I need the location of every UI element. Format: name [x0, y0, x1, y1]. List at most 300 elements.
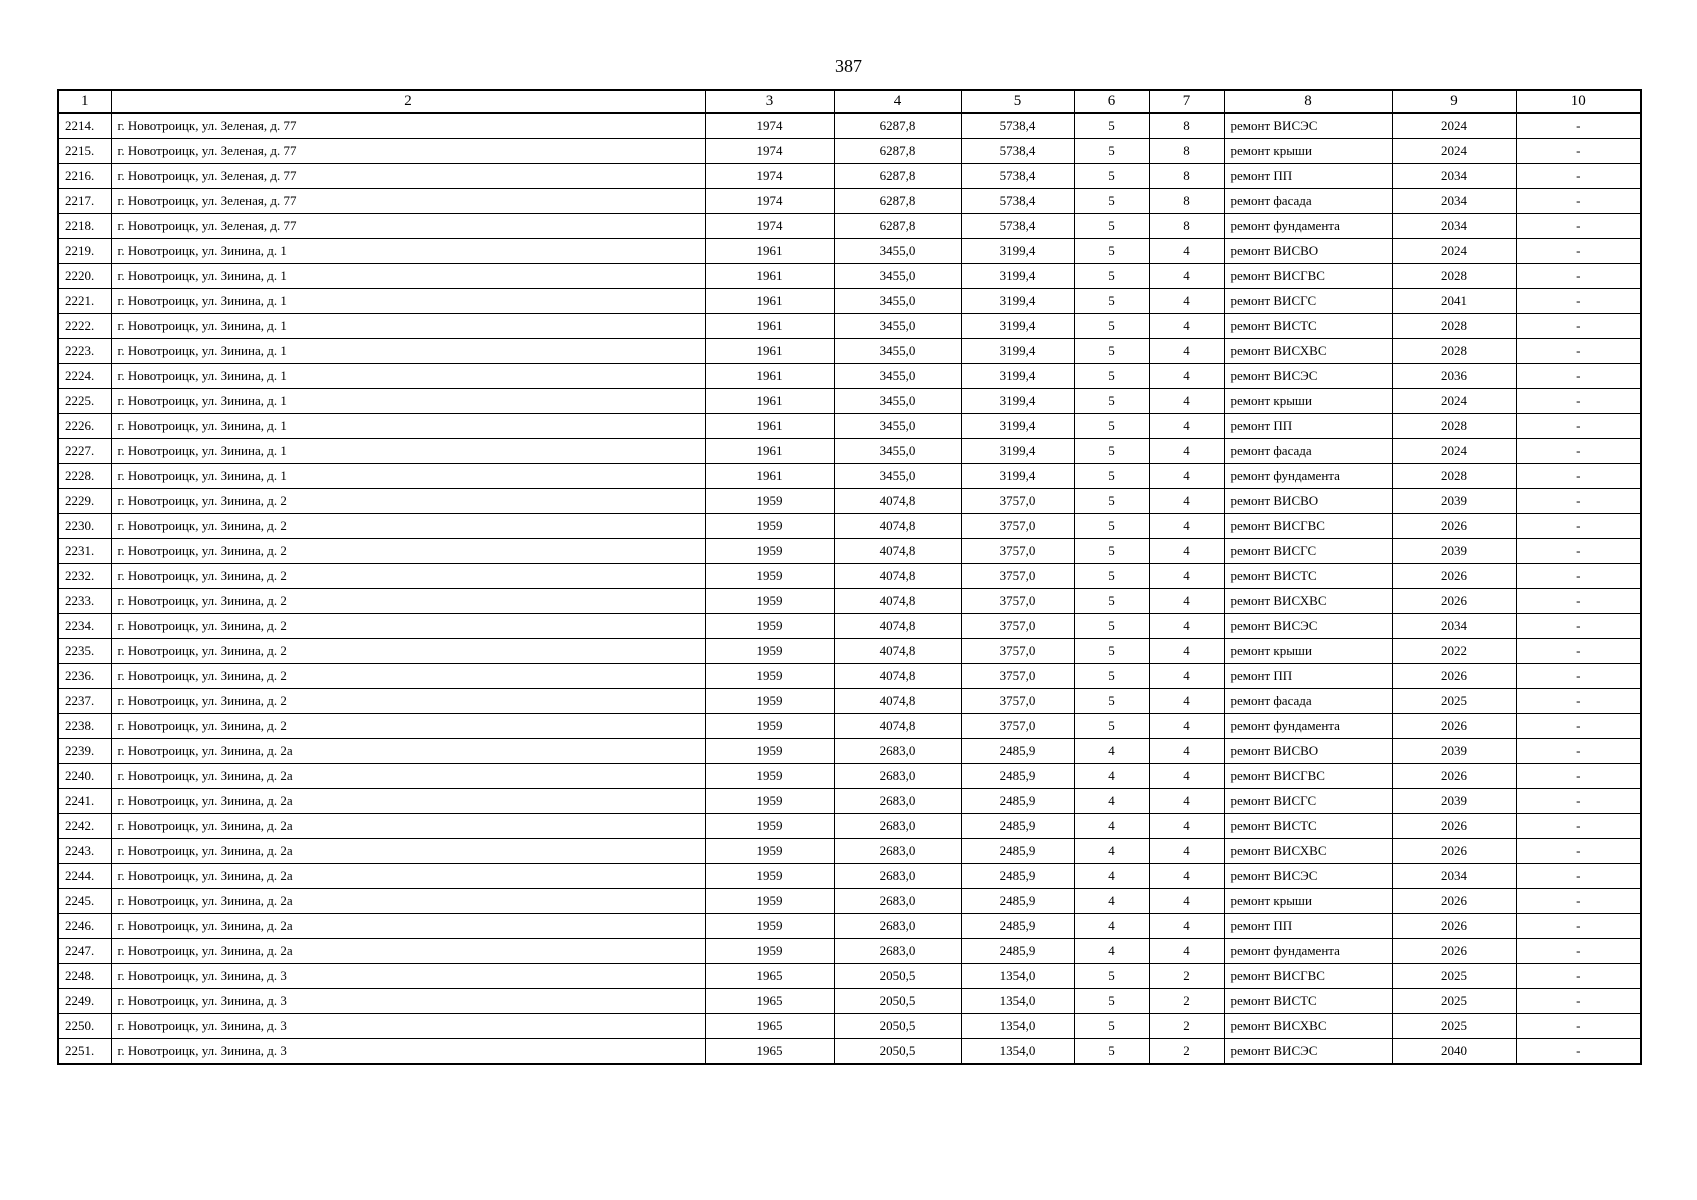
year-built-cell: 1959: [705, 589, 834, 614]
planned-year-cell: 2024: [1392, 239, 1516, 264]
entrances-cell: 4: [1149, 864, 1224, 889]
year-built-cell: 1965: [705, 1014, 834, 1039]
table-row: [58, 113, 1641, 139]
note-cell: -: [1516, 289, 1641, 314]
total-area-cell: 3455,0: [834, 264, 961, 289]
living-area-cell: 3199,4: [961, 464, 1074, 489]
total-area-cell: 6287,8: [834, 139, 961, 164]
living-area-cell: 3757,0: [961, 564, 1074, 589]
living-area-cell: 3199,4: [961, 264, 1074, 289]
entrances-cell: 4: [1149, 439, 1224, 464]
column-header: 6: [1074, 90, 1149, 113]
planned-year-cell: 2034: [1392, 164, 1516, 189]
table-row: [58, 689, 1641, 714]
entrances-cell: 4: [1149, 789, 1224, 814]
year-built-cell: 1961: [705, 414, 834, 439]
note-cell: -: [1516, 364, 1641, 389]
year-built-cell: 1961: [705, 339, 834, 364]
row-number-cell: 2239.: [58, 739, 111, 764]
table-row: [58, 789, 1641, 814]
living-area-cell: 3199,4: [961, 339, 1074, 364]
total-area-cell: 2683,0: [834, 739, 961, 764]
floors-cell: 4: [1074, 889, 1149, 914]
floors-cell: 5: [1074, 364, 1149, 389]
year-built-cell: 1959: [705, 839, 834, 864]
repair-type-cell: ремонт фасада: [1224, 689, 1392, 714]
living-area-cell: 3757,0: [961, 664, 1074, 689]
living-area-cell: 3199,4: [961, 314, 1074, 339]
row-number-cell: 2235.: [58, 639, 111, 664]
entrances-cell: 2: [1149, 1039, 1224, 1065]
floors-cell: 5: [1074, 489, 1149, 514]
address-cell: г. Новотроицк, ул. Зинина, д. 1: [111, 239, 705, 264]
planned-year-cell: 2024: [1392, 113, 1516, 139]
floors-cell: 5: [1074, 589, 1149, 614]
year-built-cell: 1965: [705, 964, 834, 989]
address-cell: г. Новотроицк, ул. Зинина, д. 3: [111, 989, 705, 1014]
table-row: [58, 289, 1641, 314]
planned-year-cell: 2025: [1392, 964, 1516, 989]
year-built-cell: 1961: [705, 364, 834, 389]
year-built-cell: 1965: [705, 1039, 834, 1065]
address-cell: г. Новотроицк, ул. Зинина, д. 3: [111, 964, 705, 989]
total-area-cell: 3455,0: [834, 464, 961, 489]
note-cell: -: [1516, 689, 1641, 714]
note-cell: -: [1516, 664, 1641, 689]
address-cell: г. Новотроицк, ул. Зинина, д. 2а: [111, 814, 705, 839]
entrances-cell: 4: [1149, 489, 1224, 514]
planned-year-cell: 2039: [1392, 739, 1516, 764]
table-row: [58, 364, 1641, 389]
planned-year-cell: 2034: [1392, 864, 1516, 889]
total-area-cell: 4074,8: [834, 639, 961, 664]
planned-year-cell: 2026: [1392, 514, 1516, 539]
year-built-cell: 1959: [705, 514, 834, 539]
repair-type-cell: ремонт ВИСЭС: [1224, 364, 1392, 389]
repair-type-cell: ремонт фундамента: [1224, 939, 1392, 964]
living-area-cell: 3199,4: [961, 239, 1074, 264]
row-number-cell: 2223.: [58, 339, 111, 364]
repair-type-cell: ремонт ВИСЭС: [1224, 864, 1392, 889]
entrances-cell: 4: [1149, 239, 1224, 264]
total-area-cell: 4074,8: [834, 514, 961, 539]
entrances-cell: 8: [1149, 164, 1224, 189]
total-area-cell: 2683,0: [834, 914, 961, 939]
floors-cell: 5: [1074, 113, 1149, 139]
note-cell: -: [1516, 389, 1641, 414]
planned-year-cell: 2034: [1392, 214, 1516, 239]
row-number-cell: 2224.: [58, 364, 111, 389]
row-number-cell: 2233.: [58, 589, 111, 614]
row-number-cell: 2232.: [58, 564, 111, 589]
table-row: [58, 214, 1641, 239]
year-built-cell: 1959: [705, 614, 834, 639]
repair-type-cell: ремонт ВИСВО: [1224, 489, 1392, 514]
address-cell: г. Новотроицк, ул. Зинина, д. 2а: [111, 764, 705, 789]
row-number-cell: 2244.: [58, 864, 111, 889]
total-area-cell: 2050,5: [834, 1014, 961, 1039]
planned-year-cell: 2028: [1392, 339, 1516, 364]
entrances-cell: 4: [1149, 364, 1224, 389]
entrances-cell: 4: [1149, 564, 1224, 589]
note-cell: -: [1516, 439, 1641, 464]
note-cell: -: [1516, 539, 1641, 564]
note-cell: -: [1516, 264, 1641, 289]
living-area-cell: 3199,4: [961, 414, 1074, 439]
entrances-cell: 8: [1149, 139, 1224, 164]
planned-year-cell: 2039: [1392, 789, 1516, 814]
planned-year-cell: 2026: [1392, 914, 1516, 939]
repair-type-cell: ремонт ВИСХВС: [1224, 1014, 1392, 1039]
planned-year-cell: 2022: [1392, 639, 1516, 664]
entrances-cell: 2: [1149, 964, 1224, 989]
address-cell: г. Новотроицк, ул. Зинина, д. 2а: [111, 739, 705, 764]
row-number-cell: 2226.: [58, 414, 111, 439]
table-row: [58, 489, 1641, 514]
table-row: [58, 389, 1641, 414]
year-built-cell: 1974: [705, 214, 834, 239]
table-row: [58, 514, 1641, 539]
living-area-cell: 3757,0: [961, 614, 1074, 639]
repair-type-cell: ремонт фасада: [1224, 439, 1392, 464]
total-area-cell: 2683,0: [834, 839, 961, 864]
note-cell: -: [1516, 939, 1641, 964]
address-cell: г. Новотроицк, ул. Зинина, д. 2: [111, 689, 705, 714]
address-cell: г. Новотроицк, ул. Зинина, д. 1: [111, 464, 705, 489]
table-row: [58, 964, 1641, 989]
entrances-cell: 4: [1149, 464, 1224, 489]
year-built-cell: 1965: [705, 989, 834, 1014]
address-cell: г. Новотроицк, ул. Зинина, д. 2а: [111, 839, 705, 864]
note-cell: -: [1516, 864, 1641, 889]
total-area-cell: 2050,5: [834, 989, 961, 1014]
floors-cell: 5: [1074, 514, 1149, 539]
table-row: [58, 714, 1641, 739]
repair-type-cell: ремонт ПП: [1224, 414, 1392, 439]
address-cell: г. Новотроицк, ул. Зинина, д. 1: [111, 264, 705, 289]
total-area-cell: 6287,8: [834, 113, 961, 139]
address-cell: г. Новотроицк, ул. Зинина, д. 1: [111, 314, 705, 339]
table-row: [58, 339, 1641, 364]
repair-type-cell: ремонт ВИСЭС: [1224, 113, 1392, 139]
table-row: [58, 989, 1641, 1014]
floors-cell: 4: [1074, 864, 1149, 889]
total-area-cell: 2683,0: [834, 939, 961, 964]
total-area-cell: 2683,0: [834, 889, 961, 914]
total-area-cell: 4074,8: [834, 714, 961, 739]
table-row: [58, 189, 1641, 214]
address-cell: г. Новотроицк, ул. Зинина, д. 2: [111, 714, 705, 739]
row-number-cell: 2231.: [58, 539, 111, 564]
entrances-cell: 4: [1149, 414, 1224, 439]
row-number-cell: 2241.: [58, 789, 111, 814]
table-row: [58, 1014, 1641, 1039]
repair-type-cell: ремонт крыши: [1224, 889, 1392, 914]
floors-cell: 5: [1074, 289, 1149, 314]
total-area-cell: 2683,0: [834, 814, 961, 839]
row-number-cell: 2215.: [58, 139, 111, 164]
floors-cell: 5: [1074, 164, 1149, 189]
note-cell: -: [1516, 239, 1641, 264]
planned-year-cell: 2028: [1392, 264, 1516, 289]
living-area-cell: 2485,9: [961, 864, 1074, 889]
column-header: 10: [1516, 90, 1641, 113]
row-number-cell: 2245.: [58, 889, 111, 914]
row-number-cell: 2236.: [58, 664, 111, 689]
planned-year-cell: 2024: [1392, 139, 1516, 164]
total-area-cell: 4074,8: [834, 539, 961, 564]
repair-type-cell: ремонт ВИСВО: [1224, 739, 1392, 764]
note-cell: -: [1516, 989, 1641, 1014]
year-built-cell: 1959: [705, 864, 834, 889]
address-cell: г. Новотроицк, ул. Зинина, д. 2: [111, 539, 705, 564]
planned-year-cell: 2040: [1392, 1039, 1516, 1065]
repair-type-cell: ремонт фундамента: [1224, 214, 1392, 239]
total-area-cell: 2683,0: [834, 864, 961, 889]
address-cell: г. Новотроицк, ул. Зинина, д. 1: [111, 389, 705, 414]
address-cell: г. Новотроицк, ул. Зинина, д. 2а: [111, 939, 705, 964]
repair-type-cell: ремонт фундамента: [1224, 714, 1392, 739]
year-built-cell: 1959: [705, 939, 834, 964]
entrances-cell: 4: [1149, 264, 1224, 289]
repair-type-cell: ремонт ВИСГВС: [1224, 264, 1392, 289]
column-header: 9: [1392, 90, 1516, 113]
header-row: [58, 90, 1641, 113]
year-built-cell: 1974: [705, 189, 834, 214]
living-area-cell: 2485,9: [961, 914, 1074, 939]
note-cell: -: [1516, 214, 1641, 239]
year-built-cell: 1974: [705, 113, 834, 139]
floors-cell: 5: [1074, 564, 1149, 589]
row-number-cell: 2225.: [58, 389, 111, 414]
repair-type-cell: ремонт ВИСВО: [1224, 239, 1392, 264]
row-number-cell: 2217.: [58, 189, 111, 214]
repair-type-cell: ремонт ПП: [1224, 664, 1392, 689]
planned-year-cell: 2026: [1392, 889, 1516, 914]
column-header: 1: [58, 90, 111, 113]
note-cell: -: [1516, 514, 1641, 539]
note-cell: -: [1516, 1014, 1641, 1039]
table-row: [58, 414, 1641, 439]
total-area-cell: 4074,8: [834, 664, 961, 689]
address-cell: г. Новотроицк, ул. Зинина, д. 2: [111, 639, 705, 664]
year-built-cell: 1974: [705, 164, 834, 189]
total-area-cell: 3455,0: [834, 439, 961, 464]
living-area-cell: 2485,9: [961, 789, 1074, 814]
floors-cell: 5: [1074, 264, 1149, 289]
living-area-cell: 5738,4: [961, 214, 1074, 239]
address-cell: г. Новотроицк, ул. Зинина, д. 2: [111, 589, 705, 614]
year-built-cell: 1961: [705, 314, 834, 339]
total-area-cell: 3455,0: [834, 289, 961, 314]
planned-year-cell: 2024: [1392, 389, 1516, 414]
planned-year-cell: 2028: [1392, 414, 1516, 439]
total-area-cell: 6287,8: [834, 164, 961, 189]
entrances-cell: 4: [1149, 714, 1224, 739]
living-area-cell: 3757,0: [961, 539, 1074, 564]
housing-repair-table: [57, 89, 1642, 1065]
total-area-cell: 3455,0: [834, 239, 961, 264]
floors-cell: 5: [1074, 1014, 1149, 1039]
living-area-cell: 2485,9: [961, 764, 1074, 789]
year-built-cell: 1959: [705, 914, 834, 939]
address-cell: г. Новотроицк, ул. Зинина, д. 1: [111, 364, 705, 389]
note-cell: -: [1516, 189, 1641, 214]
address-cell: г. Новотроицк, ул. Зеленая, д. 77: [111, 139, 705, 164]
total-area-cell: 3455,0: [834, 314, 961, 339]
note-cell: -: [1516, 739, 1641, 764]
address-cell: г. Новотроицк, ул. Зеленая, д. 77: [111, 164, 705, 189]
planned-year-cell: 2025: [1392, 689, 1516, 714]
address-cell: г. Новотроицк, ул. Зинина, д. 2: [111, 664, 705, 689]
total-area-cell: 3455,0: [834, 364, 961, 389]
row-number-cell: 2222.: [58, 314, 111, 339]
row-number-cell: 2221.: [58, 289, 111, 314]
note-cell: -: [1516, 814, 1641, 839]
repair-type-cell: ремонт ВИСГС: [1224, 789, 1392, 814]
entrances-cell: 4: [1149, 689, 1224, 714]
living-area-cell: 3199,4: [961, 389, 1074, 414]
year-built-cell: 1959: [705, 689, 834, 714]
floors-cell: 5: [1074, 314, 1149, 339]
table-row: [58, 439, 1641, 464]
note-cell: -: [1516, 914, 1641, 939]
living-area-cell: 5738,4: [961, 113, 1074, 139]
table-row: [58, 1039, 1641, 1065]
total-area-cell: 4074,8: [834, 564, 961, 589]
floors-cell: 4: [1074, 764, 1149, 789]
table-row: [58, 239, 1641, 264]
year-built-cell: 1959: [705, 639, 834, 664]
note-cell: -: [1516, 589, 1641, 614]
living-area-cell: 2485,9: [961, 839, 1074, 864]
column-header: 4: [834, 90, 961, 113]
entrances-cell: 4: [1149, 539, 1224, 564]
year-built-cell: 1959: [705, 664, 834, 689]
address-cell: г. Новотроицк, ул. Зинина, д. 2а: [111, 914, 705, 939]
planned-year-cell: 2024: [1392, 439, 1516, 464]
row-number-cell: 2247.: [58, 939, 111, 964]
page-number: 387: [835, 56, 862, 76]
planned-year-cell: 2026: [1392, 564, 1516, 589]
note-cell: -: [1516, 714, 1641, 739]
floors-cell: 5: [1074, 464, 1149, 489]
repair-type-cell: ремонт ВИСЭС: [1224, 1039, 1392, 1065]
table-row: [58, 864, 1641, 889]
floors-cell: 5: [1074, 989, 1149, 1014]
year-built-cell: 1959: [705, 539, 834, 564]
repair-type-cell: ремонт ВИСЭС: [1224, 614, 1392, 639]
living-area-cell: 2485,9: [961, 814, 1074, 839]
table-row: [58, 814, 1641, 839]
floors-cell: 5: [1074, 714, 1149, 739]
note-cell: -: [1516, 1039, 1641, 1065]
note-cell: -: [1516, 414, 1641, 439]
address-cell: г. Новотроицк, ул. Зинина, д. 1: [111, 339, 705, 364]
living-area-cell: 2485,9: [961, 889, 1074, 914]
repair-type-cell: ремонт ВИСГВС: [1224, 964, 1392, 989]
row-number-cell: 2237.: [58, 689, 111, 714]
entrances-cell: 2: [1149, 989, 1224, 1014]
table-row: [58, 539, 1641, 564]
total-area-cell: 2050,5: [834, 1039, 961, 1065]
living-area-cell: 3757,0: [961, 589, 1074, 614]
row-number-cell: 2227.: [58, 439, 111, 464]
row-number-cell: 2230.: [58, 514, 111, 539]
table-row: [58, 564, 1641, 589]
planned-year-cell: 2026: [1392, 714, 1516, 739]
table-row: [58, 614, 1641, 639]
table-row: [58, 464, 1641, 489]
table-row: [58, 164, 1641, 189]
living-area-cell: 1354,0: [961, 964, 1074, 989]
year-built-cell: 1959: [705, 714, 834, 739]
repair-type-cell: ремонт фасада: [1224, 189, 1392, 214]
entrances-cell: 2: [1149, 1014, 1224, 1039]
entrances-cell: 4: [1149, 764, 1224, 789]
note-cell: -: [1516, 789, 1641, 814]
repair-type-cell: ремонт ВИСТС: [1224, 989, 1392, 1014]
floors-cell: 4: [1074, 739, 1149, 764]
floors-cell: 5: [1074, 389, 1149, 414]
entrances-cell: 4: [1149, 939, 1224, 964]
floors-cell: 4: [1074, 939, 1149, 964]
repair-type-cell: ремонт фундамента: [1224, 464, 1392, 489]
year-built-cell: 1959: [705, 739, 834, 764]
total-area-cell: 3455,0: [834, 414, 961, 439]
living-area-cell: 2485,9: [961, 739, 1074, 764]
floors-cell: 5: [1074, 339, 1149, 364]
entrances-cell: 4: [1149, 914, 1224, 939]
entrances-cell: 4: [1149, 889, 1224, 914]
living-area-cell: 3757,0: [961, 489, 1074, 514]
living-area-cell: 3199,4: [961, 439, 1074, 464]
total-area-cell: 3455,0: [834, 389, 961, 414]
year-built-cell: 1961: [705, 464, 834, 489]
repair-type-cell: ремонт ВИСТС: [1224, 564, 1392, 589]
planned-year-cell: 2026: [1392, 664, 1516, 689]
address-cell: г. Новотроицк, ул. Зинина, д. 2: [111, 564, 705, 589]
planned-year-cell: 2026: [1392, 814, 1516, 839]
total-area-cell: 2050,5: [834, 964, 961, 989]
entrances-cell: 4: [1149, 514, 1224, 539]
table-row: [58, 314, 1641, 339]
floors-cell: 4: [1074, 839, 1149, 864]
note-cell: -: [1516, 964, 1641, 989]
planned-year-cell: 2034: [1392, 614, 1516, 639]
address-cell: г. Новотроицк, ул. Зеленая, д. 77: [111, 113, 705, 139]
note-cell: -: [1516, 489, 1641, 514]
row-number-cell: 2220.: [58, 264, 111, 289]
address-cell: г. Новотроицк, ул. Зинина, д. 2: [111, 514, 705, 539]
address-cell: г. Новотроицк, ул. Зинина, д. 3: [111, 1039, 705, 1065]
floors-cell: 5: [1074, 189, 1149, 214]
column-header: 7: [1149, 90, 1224, 113]
planned-year-cell: 2026: [1392, 764, 1516, 789]
repair-type-cell: ремонт ВИСХВС: [1224, 589, 1392, 614]
floors-cell: 4: [1074, 914, 1149, 939]
table-row: [58, 764, 1641, 789]
row-number-cell: 2249.: [58, 989, 111, 1014]
note-cell: -: [1516, 314, 1641, 339]
table-row: [58, 839, 1641, 864]
table-row: [58, 264, 1641, 289]
row-number-cell: 2250.: [58, 1014, 111, 1039]
entrances-cell: 4: [1149, 314, 1224, 339]
year-built-cell: 1959: [705, 789, 834, 814]
floors-cell: 5: [1074, 539, 1149, 564]
planned-year-cell: 2034: [1392, 189, 1516, 214]
